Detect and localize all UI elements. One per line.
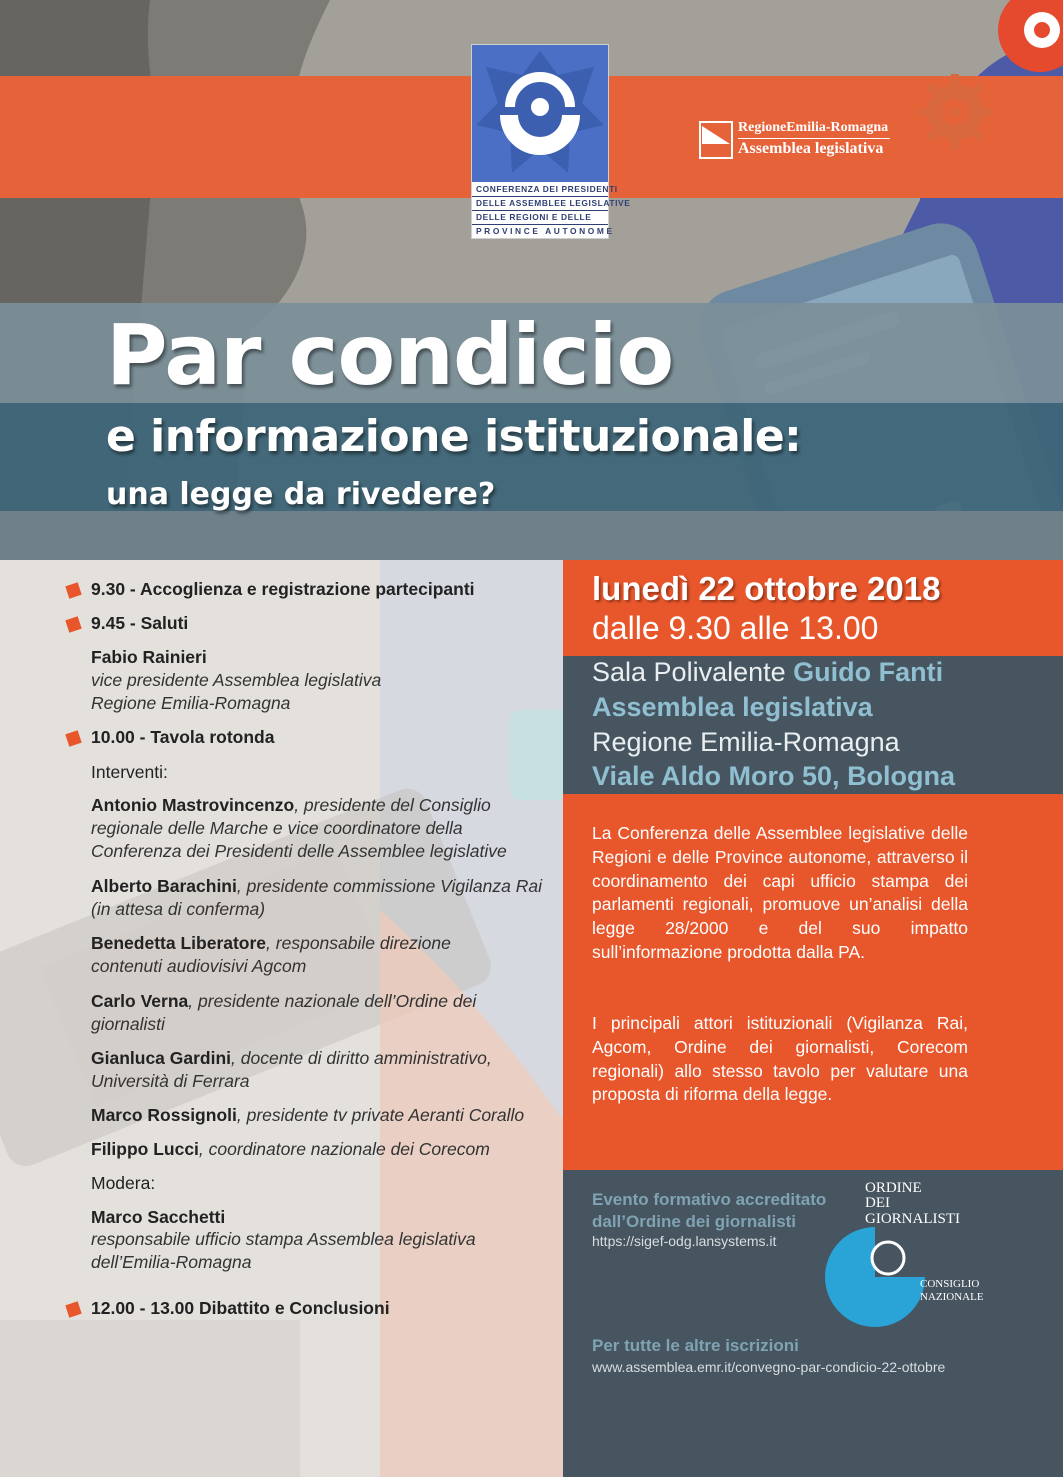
odg-logo-line: ORDINE <box>865 1180 922 1196</box>
region-logo-line1: RegioneEmilia-Romagna <box>738 120 889 135</box>
page-title: Par condicio <box>106 306 674 404</box>
panelist-role-line <box>91 817 463 840</box>
page-subtitle-question: una legge da rivedere? <box>106 477 496 512</box>
accredited-link[interactable]: https://sigef-odg.lansystems.it <box>592 1233 777 1249</box>
moderator-role <box>91 1251 251 1274</box>
conference-logo-text <box>472 183 631 238</box>
panelist <box>91 1138 490 1161</box>
speaker-name-text: Fabio Rainieri <box>91 647 207 667</box>
program-time: 9.45 - Saluti <box>91 613 189 633</box>
venue-line-region: Regione Emilia-Romagna <box>592 727 900 757</box>
target-emblem-icon <box>472 45 608 182</box>
program-time: 12.00 - 13.00 Dibattito e Conclusioni <box>91 1298 390 1318</box>
page-subtitle: e informazione istituzionale: <box>106 411 802 462</box>
event-hours: dalle 9.30 alle 13.00 <box>592 610 879 646</box>
panelist-role: , coordinatore nazionale dei Corecom <box>198 1139 490 1159</box>
odg-logo-line: GIORNALISTI <box>865 1211 960 1227</box>
panelist-name: Antonio Mastrovincenzo <box>91 795 295 815</box>
speaker-role-text: vice presidente Assemblea legislativa <box>91 670 382 690</box>
odg-logo <box>818 1178 988 1328</box>
other-registrations-label: Per tutte le altre iscrizioni <box>592 1336 799 1355</box>
panelist-role: regionale delle Marche e vice coordinatore della <box>91 818 463 838</box>
moderator-name <box>91 1206 225 1229</box>
gear-icon <box>1000 0 1063 70</box>
panelist <box>91 875 542 898</box>
moderator-role-text: responsabile ufficio stampa Assemblea legislativa <box>91 1229 476 1249</box>
panelist-name: Alberto Barachini <box>91 876 237 896</box>
panelist-role: , responsabile direzione <box>266 933 451 953</box>
panelist-role-line <box>91 1013 165 1036</box>
program-item <box>91 612 188 635</box>
odg-logo-line: DEI <box>865 1195 890 1211</box>
conference-logo-line: DELLE REGIONI E DELLE <box>472 211 608 225</box>
panelist-role: , docente di diritto amministrativo, <box>231 1048 492 1068</box>
description-paragraph: I principali attori istituzionali (Vigilanza Rai, Agcom, Ordine dei giornalisti, Corecom regionali) allo stesso tavolo per valutare una proposta di riforma della legge. <box>592 1013 968 1105</box>
conference-emblem <box>472 45 608 182</box>
speaker-role <box>91 692 290 715</box>
panelist-role: , presidente commissione Vigilanza Rai <box>236 876 542 896</box>
panelist-role: Università di Ferrara <box>91 1071 250 1091</box>
other-registrations-link[interactable]: www.assemblea.emr.it/convegno-par-condicio-22-ottobre <box>592 1359 946 1375</box>
panelist-role-line <box>91 1070 250 1093</box>
moderator-role-text: dell’Emilia-Romagna <box>91 1252 252 1272</box>
event-date: lunedì 22 ottobre 2018 <box>592 570 941 607</box>
panelist <box>91 1047 492 1070</box>
panelist-name: Filippo Lucci <box>91 1139 199 1159</box>
accredited-label: Evento formativo accreditato <box>592 1190 827 1209</box>
program-time: 10.00 - Tavola rotonda <box>91 727 275 747</box>
title-band <box>0 511 1063 560</box>
speaker-role <box>91 669 381 692</box>
venue-name: Guido Fanti <box>793 657 944 687</box>
conference-logo <box>471 44 631 239</box>
conference-logo-line: PROVINCE AUTONOME <box>476 226 615 236</box>
panelist-role: Conferenza dei Presidenti delle Assemblee legislative <box>91 841 507 861</box>
odg-emblem-icon <box>818 1178 988 1328</box>
description-paragraph: La Conferenza delle Assemblee legislative delle Regioni e delle Province autonome, attraverso il coordinamento dei capi ufficio stampa dei parlamenti regionali, promuove un’analisi della legge 28/2000 e del suo impatto sull’informazione prodotta dalla PA. <box>592 823 968 962</box>
program-item <box>91 1297 390 1320</box>
modera-label: Modera: <box>91 1173 156 1193</box>
region-logo-divider <box>738 138 890 139</box>
speaker-name <box>91 646 207 669</box>
program-time: 9.30 - Accoglienza e registrazione partecipanti <box>91 579 475 599</box>
panelist-role: giornalisti <box>91 1014 165 1034</box>
panelist-name: Benedetta Liberatore <box>91 933 267 953</box>
panelist-role: , presidente nazionale dell’Ordine dei <box>188 991 477 1011</box>
odg-logo-council: CONSIGLIO <box>920 1278 980 1290</box>
panelist <box>91 794 491 817</box>
region-logo-line2: Assemblea legislativa <box>738 140 884 157</box>
panelist <box>91 990 476 1013</box>
panelist-role: , presidente del Consiglio <box>294 795 491 815</box>
moderator-role <box>91 1228 476 1251</box>
region-flag-icon <box>698 118 734 162</box>
panelist-role: , presidente tv private Aeranti Corallo <box>236 1105 525 1125</box>
panelist-role: (in attesa di conferma) <box>91 899 266 919</box>
program-item <box>91 726 274 749</box>
accredited-label: dall’Ordine dei giornalisti <box>592 1212 797 1231</box>
venue-address: Viale Aldo Moro 50, Bologna <box>592 761 956 791</box>
venue-prefix: Sala Polivalente <box>592 657 794 687</box>
program-item <box>91 578 475 601</box>
panelist <box>91 1104 524 1127</box>
speaker-role-text: Regione Emilia-Romagna <box>91 693 291 713</box>
panelist <box>91 932 451 955</box>
panelist-role: contenuti audiovisivi Agcom <box>91 956 307 976</box>
venue-line <box>592 657 943 688</box>
conference-logo-line: DELLE ASSEMBLEE LEGISLATIVE <box>472 197 608 211</box>
moderator-name-text: Marco Sacchetti <box>91 1207 226 1227</box>
panelist-role-line <box>91 955 306 978</box>
gear-icon <box>915 72 995 152</box>
panelist-name: Carlo Verna <box>91 991 189 1011</box>
odg-logo-council: NAZIONALE <box>920 1291 984 1303</box>
panelist-name: Gianluca Gardini <box>91 1048 232 1068</box>
panelist-role-line <box>91 840 507 863</box>
panelist-role-line <box>91 898 265 921</box>
venue-line-assembly: Assemblea legislativa <box>592 692 873 722</box>
interventi-label: Interventi: <box>91 762 168 782</box>
panelist-name: Marco Rossignoli <box>91 1105 237 1125</box>
region-logo <box>698 116 898 164</box>
conference-logo-line: CONFERENZA DEI PRESIDENTI <box>472 183 608 197</box>
